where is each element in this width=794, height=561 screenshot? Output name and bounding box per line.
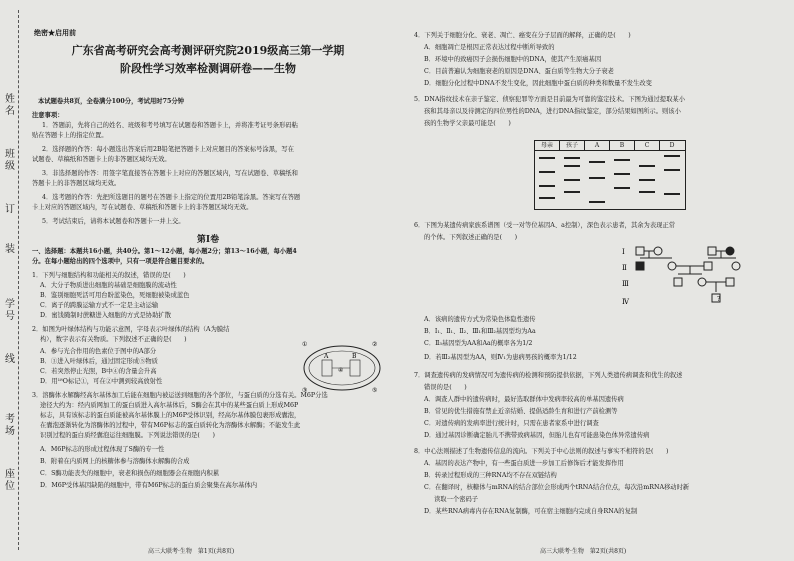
q1-option: D．蜜饯腌制时蔗糖进入细胞的方式是协助扩散	[40, 312, 171, 319]
generation-label: Ⅳ	[622, 298, 629, 306]
q6-option: C．Ⅱ₃基因型为AA和Aa的概率各为1/2	[424, 340, 533, 347]
note-line: 卡上对应的答题区域内，写在试题卷、草稿纸和答题卡上的非答题区域均无效。	[32, 204, 253, 211]
question-7-cont: 错误的是( )	[424, 384, 467, 391]
margin-char: 位	[5, 481, 15, 492]
question-6-cont: 的个体。下列叙述正确的是( )	[424, 234, 518, 241]
q2-option: C．若突然停止光照，B中④的含量会升高	[40, 368, 157, 375]
note-line: 4．选考题的作答：先把所选题目的题号在答题卡上指定的位置用2B铅笔涂黑。答案写在答题	[42, 194, 301, 201]
q4-option: B．环境中的致癌因子会损伤细胞中的DNA，使其产生原癌基因	[424, 56, 602, 63]
diagram-label: ⑤	[372, 387, 378, 394]
q3-option: A．M6P标志的形成过程体现了S酶的专一性	[40, 446, 165, 453]
q7-option: B．常见的优生措施有禁止近亲结婚、提倡适龄生育和进行产前检测等	[424, 408, 618, 415]
margin-char: 学	[5, 299, 15, 310]
question-4: 4．下列关于细胞分化、衰老、凋亡、癌变在分子层面的解释，正确的是( )	[414, 32, 631, 39]
question-8: 8．中心法则描述了生物遗传信息的流向。下列关于中心法则的叙述与事实不相符的是( )	[414, 448, 669, 455]
binding-line	[18, 10, 19, 550]
gel-header: D	[669, 142, 675, 149]
question-3-cont: 识别过程的蛋白质经囊泡运往细胞膜。下列说法错误的是( )	[40, 432, 215, 439]
margin-char: 装	[5, 244, 15, 255]
page-footer-left: 高三大联考·生物 第1页(共8页)	[148, 548, 235, 555]
note-line: 1．答题前，先将自己的姓名、班级和考号填写在试题卷和答题卡上，并将准考证号条形码粘	[42, 122, 298, 129]
diagram-label: ②	[372, 341, 378, 348]
gel-header: 孩子	[560, 141, 585, 150]
q4-option: D．细胞分化过程中DNA不发生变化，因此细胞中蛋白质的种类和数量不发生改变	[424, 80, 652, 87]
q1-option: A．大分子物质进出细胞的基础是细胞膜的流动性	[40, 282, 177, 289]
q2-option: D．用¹⁸O标记①，可在②中测到较高放射性	[40, 378, 163, 385]
question-3-cont: 标志，具有该标志的蛋白质能被高尔基体膜上的M6P受体识别，经高尔基体膜包裹形成囊泡，	[40, 412, 301, 419]
question-1: 1．下列与细胞结构和功能相关的叙述，错误的是( )	[32, 272, 186, 279]
q1-option: C．离子的跨膜运输方式不一定是主动运输	[40, 302, 159, 309]
q7-option: A．调查人群中的遗传病时，最好选取群体中发病率较高的单基因遗传病	[424, 396, 624, 403]
right-column	[410, 0, 788, 561]
gel-header: B	[610, 141, 635, 150]
gel-header: A	[585, 141, 610, 150]
question-7: 7．调查遗传病的发病情况可为遗传病的检测和预防提供依据，下列人类遗传病调查和优生的叙述	[414, 372, 683, 379]
q4-option: C．目前普遍认为细胞衰老的原因是DNA、蛋白质等生物大分子衰老	[424, 68, 614, 75]
generation-label: Ⅱ	[622, 264, 627, 272]
section-heading: 一、选择题：本题共16小题，共40分。第1～12小题，每小题2分；第13～16小题，每小题4	[32, 248, 297, 255]
question-6: 6．下图为某遗传病家族系谱图（受一对等位基因A、a控制），深色表示患者，其余为表现正常	[414, 222, 676, 229]
secret-label: 绝密★启用前	[34, 28, 76, 37]
question-2-cont: 构），数字表示有关物质。下列叙述不正确的是( )	[40, 336, 187, 343]
generation-label: Ⅲ	[622, 280, 629, 288]
diagram-label: B	[352, 353, 357, 360]
margin-char: 考	[5, 414, 15, 425]
q2-option: A．参与光合作用的色素位于图中的A部分	[40, 348, 157, 355]
note-line: 5．考试结束后，请将本试题卷和答题卡一并上交。	[42, 218, 185, 225]
diagram-label: ①	[302, 341, 308, 348]
q7-option: D．通过基因诊断确定胎儿不携带致病基因，但胎儿也有可能患染色体异常遗传病	[424, 432, 650, 439]
note-line: 3．非选择题的作答：用签字笔直接答在答题卡上对应的答题区域内，写在试题卷、草稿纸和	[42, 170, 298, 177]
margin-char: 场	[5, 426, 15, 437]
q8-option: A．基因的表达产物中，有一些蛋白质进一步加工后修饰后才能发挥作用	[424, 460, 624, 467]
q6-option: B．Ⅰ₁、Ⅱ₁、Ⅱ₂、Ⅲ₁和Ⅲ₂基因型均为Aa	[424, 328, 536, 335]
q3-option: D．M6P受体基因缺陷的细胞中，带有M6P标志的蛋白质会聚集在高尔基体内	[40, 482, 258, 489]
q8-option: C．在翻译时，核糖体与mRNA的结合部位会形成两个tRNA结合位点，每次沿mRNA移动时新	[424, 484, 690, 491]
margin-char: 座	[5, 469, 15, 480]
margin-char: 班	[5, 149, 15, 160]
question-5-cont: 孩的生物学父亲最可能是( )	[424, 120, 511, 127]
q7-option: C．对遗传病的发病率进行统计时，只需在患者家系中进行调查	[424, 420, 599, 427]
dna-fingerprint-gel	[534, 140, 686, 210]
margin-char: 级	[5, 161, 15, 172]
left-column	[28, 0, 388, 561]
svg-text:?: ?	[717, 296, 721, 303]
exam-title-line1: 广东省高考研究会高考测评研究院2019级高三第一学期	[71, 44, 345, 57]
gel-header: C	[635, 141, 660, 150]
notes-heading: 注意事项：	[32, 112, 64, 119]
q8-option-cont: 读取一个密码子	[434, 496, 479, 503]
question-3: 3．溶酶体水解酶经高尔基体加工后能在细胞内被运送到细胞的各个部位，与蛋白质的分选有关。M6P分选	[32, 392, 328, 399]
q4-option: A．细胞凋亡是根因正常表达过程中断所导致的	[424, 44, 555, 51]
question-5-cont: 孩和其母亲以及待测定的四位男性的DNA，进行DNA指纹鉴定，部分结果如图所示。则该小	[424, 108, 681, 115]
margin-char: 姓	[5, 94, 15, 105]
generation-label: Ⅰ	[622, 248, 625, 256]
exam-title-line2: 阶段性学习效率检测调研卷——生物	[120, 62, 296, 75]
note-line: 答题卡上的非答题区域均无效。	[32, 180, 121, 187]
exam-info: 本试题卷共8页，全卷满分100分，考试用时75分钟	[38, 98, 184, 105]
q2-option: B．③进入叶绿体后，通过固定形成⑤物质	[40, 358, 158, 365]
page-footer-right: 高三大联考·生物 第2页(共8页)	[540, 548, 627, 555]
q6-option: A．该病的遗传方式为常染色体隐性遗传	[424, 316, 536, 323]
q8-option: B．转录过程形成的三种RNA均不存在双链结构	[424, 472, 557, 479]
diagram-label: ④	[338, 367, 344, 374]
chloroplast-diagram	[300, 338, 384, 394]
diagram-label: A	[324, 353, 329, 360]
q3-option: C．S酶功能丧失的细胞中，衰老和损伤的细胞器会在细胞内积累	[40, 470, 220, 477]
q1-option: B．鉴别细胞死活可用台盼蓝染色，死细胞被染成蓝色	[40, 292, 190, 299]
question-3-cont: 途径大约为：经内质网加工的蛋白质进入高尔基体后，S酶会在其中的某些蛋白质上形成M6P	[40, 402, 299, 409]
question-5: 5．DNA指纹技术在亲子鉴定、侦察犯罪等方面是目前最为可靠的鉴定技术。下图为通过提取某小	[414, 96, 685, 103]
pedigree-chart	[622, 244, 772, 310]
note-line: 2．选择题的作答：每小题选出答案后用2B铅笔把答题卡上对应题目的答案标号涂黑，写在	[42, 146, 294, 153]
note-line: 贴在答题卡上的指定位置。	[32, 132, 108, 139]
question-3-cont: 在囊泡逐渐转化为溶酶体的过程中，带有M6P标志的蛋白质转化为溶酶体水解酶；不能发生此	[40, 422, 301, 429]
margin-char: 号	[5, 311, 15, 322]
q6-option: D．若Ⅲ₂基因型为AA，则Ⅳ₁为患病男孩的概率为1/12	[424, 354, 577, 361]
margin-char: 线	[5, 354, 15, 365]
question-2: 2．如图为叶绿体结构与功能示意图，字母表示叶绿体的结构（A为膜结	[32, 326, 230, 333]
diagram-label: ③	[302, 387, 308, 394]
binding-margin	[0, 0, 24, 561]
q3-option: B．附着在内质网上的核糖体参与溶酶体水解酶的合成	[40, 458, 190, 465]
margin-char: 订	[5, 204, 15, 215]
part-heading: 第Ⅰ卷	[196, 235, 220, 245]
margin-char: 名	[5, 106, 15, 117]
note-line: 试题卷、草稿纸和答题卡上的非答题区域均无效。	[32, 156, 171, 163]
section-heading-2: 分。在每小题给出的四个选项中，只有一项是符合题目要求的。	[32, 258, 209, 265]
q8-option: D．某些RNA病毒内存在RNA复制酶，可在宿主细胞内完成自身RNA的复制	[424, 508, 638, 515]
gel-header: 母亲	[535, 141, 560, 150]
